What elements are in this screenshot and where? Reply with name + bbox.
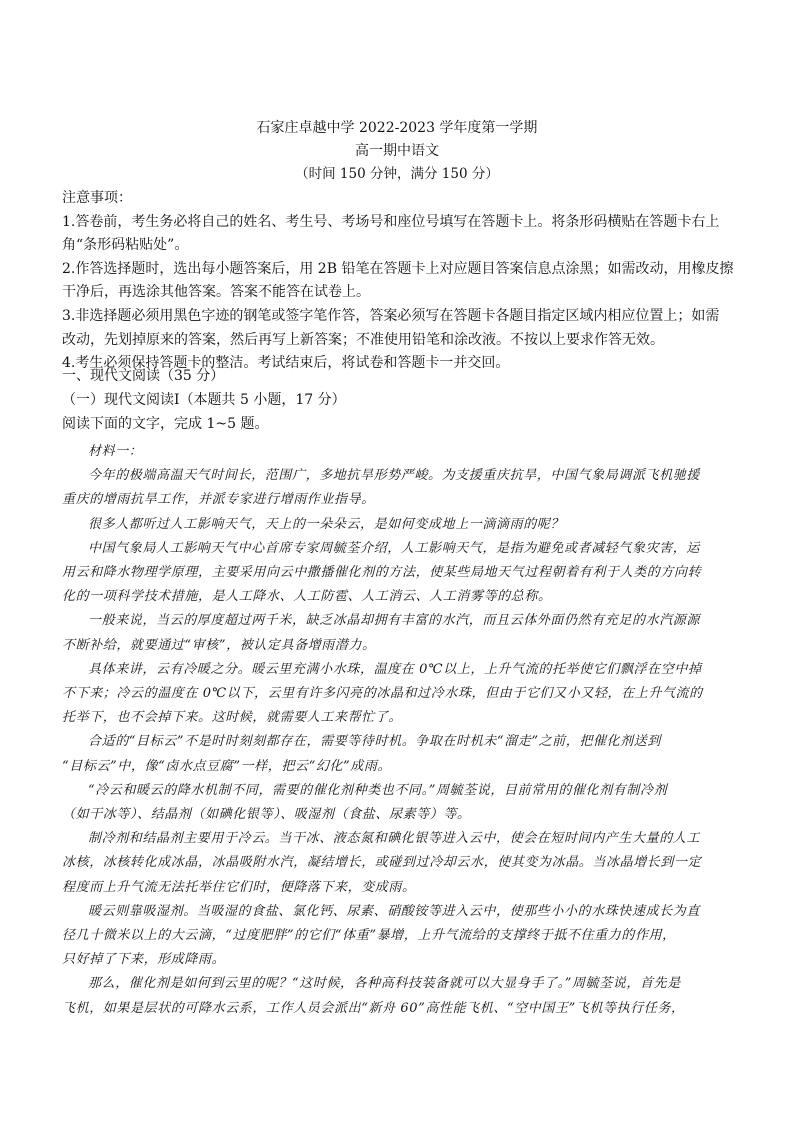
section-heading-part1: 一、现代文阅读（35 分） <box>62 368 225 384</box>
note-3-line-1: 3.非选择题必须用黑色字迹的钢笔或签字笔作答，答案必须写在答题卡各题目指定区域内相应位置上；如需 <box>62 307 720 324</box>
passage-line: 一般来说，当云的厚度超过两千米，缺乏冰晶却拥有丰富的水汽，而且云体外面仍然有充足的水汽源源 <box>88 613 701 629</box>
passage-line: 很多人都听过人工影响天气，天上的一朵朵云，是如何变成地上一滴滴雨的呢？ <box>88 516 565 532</box>
notes-title: 注意事项： <box>62 190 132 206</box>
passage-line: 今年的极端高温天气时间长，范围广，多地抗旱形势严峻。为支援重庆抗旱，中国气象局调派飞机驰援 <box>88 468 701 484</box>
passage-line: 冰核，冰核转化成冰晶，冰晶吸附水汽，凝结增长，或碰到过冷却云水，使其变为冰晶。当冰晶增长到一定 <box>62 855 702 871</box>
school-term-title: 石家庄卓越中学 2022-2023 学年度第一学期 <box>256 120 538 136</box>
passage-line: 重庆的增雨抗旱工作，并派专家进行增雨作业指导。 <box>62 492 375 508</box>
note-1-line-1: 1.答卷前，考生务必将自己的姓名、考生号、考场号和座位号填写在答题卡上。将条形码横贴在答题卡右上 <box>62 213 720 230</box>
passage-line: 程度而上升气流无法托举住它们时，便降落下来，变成雨。 <box>62 879 416 895</box>
exam-time-info: （时间 150 分钟，满分 150 分） <box>295 166 499 182</box>
passage-line: 那么，催化剂是如何到云里的呢？“这时候，各种高科技装备就可以大显身手了。”周毓荃说，首先是 <box>88 976 681 992</box>
passage-line: 中国气象局人工影响天气中心首席专家周毓荃介绍，人工影响天气，是指为避免或者减轻气象灾害，运 <box>88 540 701 556</box>
exam-notes <box>62 187 736 376</box>
passage-line: 用云和降水物理学原理，主要采用向云中撒播催化剂的方法，使某些局地天气过程朝着有利于人类的方向转 <box>62 565 702 581</box>
passage-line: 托举下，也不会掉下来。这时候，就需要人工来帮忙了。 <box>62 710 403 726</box>
passage-line: 化的一项科学技术措施，是人工降水、人工防雹、人工消云、人工消雾等的总称。 <box>62 589 552 605</box>
passage-line: 合适的“目标云”不是时时刻刻都存在，需要等待时机。争取在时机未“溜走”之前，把催化剂送到 <box>88 734 661 750</box>
passage-line: 暖云则靠吸湿剂。当吸湿的食盐、氯化钙、尿素、硝酸铵等进入云中，使那些小小的水珠快速成长为直 <box>88 903 701 919</box>
note-4: 4.考生必须保持答题卡的整洁。考试结束后，将试卷和答题卡一并交回。 <box>62 355 510 372</box>
passage-line: （如干冰等）、结晶剂（如碘化银等）、吸湿剂（食盐、尿素等）等。 <box>62 807 471 823</box>
section-subheading: （一）现代文阅读Ⅰ（本题共 5 小题，17 分） <box>62 392 346 408</box>
passage-line: 径几十微米以上的大云滴，“过度肥胖”的它们“体重”暴增，上升气流给的支撑终于抵不住重力的作用， <box>62 928 676 944</box>
reading-instruction: 阅读下面的文字，完成 1~5 题。 <box>62 416 269 432</box>
exam-subject-title: 高一期中语文 <box>355 143 439 159</box>
passage-line: 飞机，如果是层状的可降水云系，工作人员会派出“新舟 60”高性能飞机、“空中国王”飞机等执行任务， <box>62 1000 685 1016</box>
passage-line: 具体来讲，云有冷暖之分。暖云里充满小水珠，温度在 0℃以上，上升气流的托举使它们飘浮在空中掉 <box>88 661 702 677</box>
reading-passage <box>62 440 736 1021</box>
material-label: 材料一： <box>88 444 143 459</box>
passage-line: “冷云和暖云的降水机制不同，需要的催化剂种类也不同。”周毓荃说，目前常用的催化剂有制冷剂 <box>88 782 668 798</box>
note-2-line-2: 干净后，再选涂其他答案。答案不能答在试卷上。 <box>62 284 370 301</box>
passage-line: 只好掉了下来，形成降雨。 <box>62 952 226 968</box>
note-2-line-1: 2.作答选择题时，选出每小题答案后，用 2B 铅笔在答题卡上对应题目答案信息点涂黑；如需改动，用橡皮擦 <box>62 260 734 277</box>
passage-line: 不断补给，就要通过“审核”，被认定具备增雨潜力。 <box>62 637 376 653</box>
note-3-line-2: 改动，先划掉原来的答案，然后再写上新答案；不准使用铅笔和涂改液。不按以上要求作答无效。 <box>62 331 664 348</box>
passage-line: “目标云”中，像“卤水点豆腐”一样，把云“幻化”成雨。 <box>62 758 392 774</box>
passage-line: 不下来；冷云的温度在 0℃以下，云里有许多闪亮的冰晶和过冷水珠，但由于它们又小又轻，在上升气流的 <box>62 686 703 702</box>
passage-line: 制冷剂和结晶剂主要用于冷云。当干冰、液态氮和碘化银等进入云中，使会在短时间内产生大量的人工 <box>88 831 701 847</box>
note-1-line-2: 角“条形码粘贴处”。 <box>62 237 189 254</box>
